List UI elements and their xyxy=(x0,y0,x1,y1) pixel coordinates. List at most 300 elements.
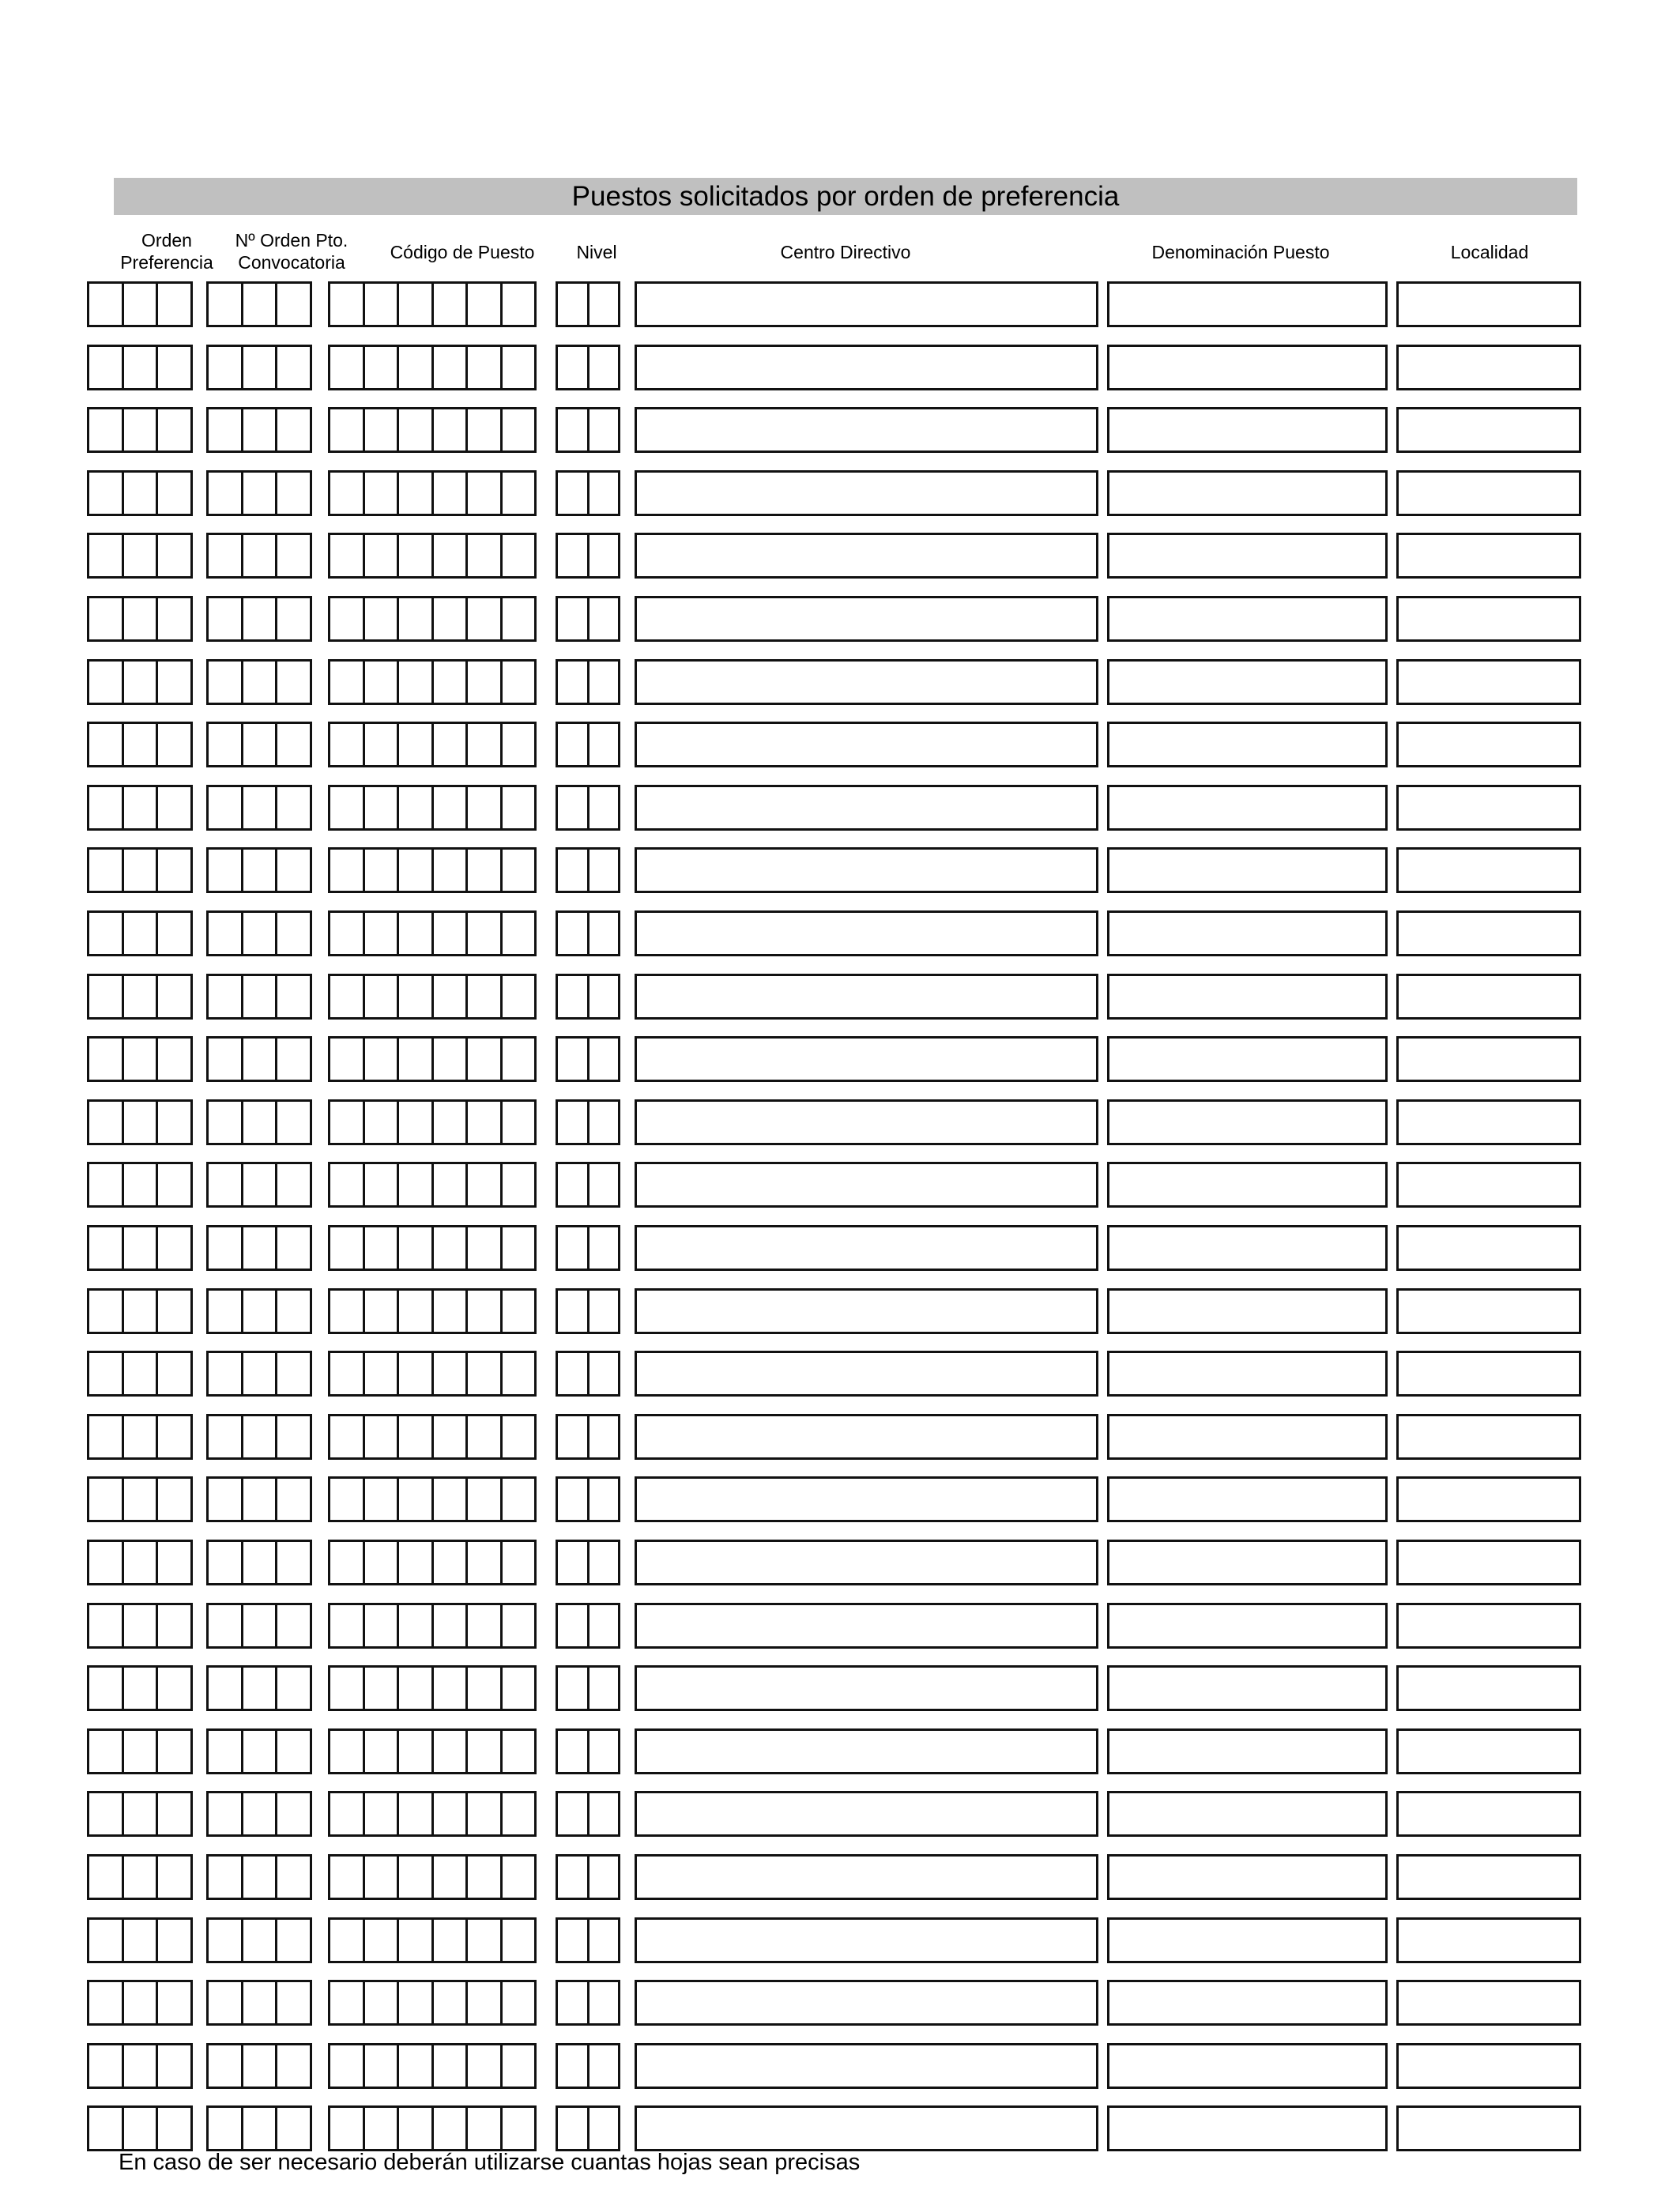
nivel-box[interactable] xyxy=(556,1917,590,1963)
orden-preferencia-box[interactable] xyxy=(87,1288,124,1334)
codigo-puesto-box[interactable] xyxy=(363,1414,400,1460)
n-orden-box[interactable] xyxy=(206,407,243,453)
localidad-field[interactable] xyxy=(1396,722,1581,767)
orden-preferencia-box[interactable] xyxy=(122,1603,159,1649)
nivel-box[interactable] xyxy=(556,1603,590,1649)
centro-directivo-field[interactable] xyxy=(635,847,1098,893)
denominacion-puesto-field[interactable] xyxy=(1107,1162,1388,1208)
denominacion-puesto-field[interactable] xyxy=(1107,1351,1388,1397)
codigo-puesto-box[interactable] xyxy=(397,1540,434,1585)
localidad-field[interactable] xyxy=(1396,1414,1581,1460)
centro-directivo-field[interactable] xyxy=(635,1288,1098,1334)
localidad-field[interactable] xyxy=(1396,407,1581,453)
denominacion-puesto-field[interactable] xyxy=(1107,847,1388,893)
codigo-puesto-box[interactable] xyxy=(328,847,365,893)
centro-directivo-field[interactable] xyxy=(635,1917,1098,1963)
codigo-puesto-box[interactable] xyxy=(431,659,469,705)
nivel-box[interactable] xyxy=(556,2105,590,2151)
n-orden-box[interactable] xyxy=(206,2043,243,2089)
codigo-puesto-box[interactable] xyxy=(431,2043,469,2089)
codigo-puesto-box[interactable] xyxy=(465,1351,503,1397)
codigo-puesto-box[interactable] xyxy=(465,974,503,1020)
denominacion-puesto-field[interactable] xyxy=(1107,910,1388,956)
centro-directivo-field[interactable] xyxy=(635,1603,1098,1649)
n-orden-box[interactable] xyxy=(206,1099,243,1145)
orden-preferencia-box[interactable] xyxy=(156,1603,193,1649)
denominacion-puesto-field[interactable] xyxy=(1107,1603,1388,1649)
codigo-puesto-box[interactable] xyxy=(397,1099,434,1145)
denominacion-puesto-field[interactable] xyxy=(1107,2043,1388,2089)
centro-directivo-field[interactable] xyxy=(635,2043,1098,2089)
orden-preferencia-box[interactable] xyxy=(122,1414,159,1460)
orden-preferencia-box[interactable] xyxy=(156,1288,193,1334)
n-orden-box[interactable] xyxy=(275,407,312,453)
n-orden-box[interactable] xyxy=(206,281,243,327)
nivel-box[interactable] xyxy=(587,659,621,705)
n-orden-box[interactable] xyxy=(275,1791,312,1837)
codigo-puesto-box[interactable] xyxy=(397,1476,434,1522)
n-orden-box[interactable] xyxy=(275,1540,312,1585)
nivel-box[interactable] xyxy=(556,1791,590,1837)
n-orden-box[interactable] xyxy=(241,281,278,327)
denominacion-puesto-field[interactable] xyxy=(1107,1225,1388,1271)
nivel-box[interactable] xyxy=(587,847,621,893)
n-orden-box[interactable] xyxy=(275,1288,312,1334)
codigo-puesto-box[interactable] xyxy=(363,785,400,831)
codigo-puesto-box[interactable] xyxy=(500,1791,537,1837)
orden-preferencia-box[interactable] xyxy=(87,407,124,453)
codigo-puesto-box[interactable] xyxy=(431,345,469,390)
orden-preferencia-box[interactable] xyxy=(122,1980,159,2026)
orden-preferencia-box[interactable] xyxy=(87,345,124,390)
orden-preferencia-box[interactable] xyxy=(87,659,124,705)
centro-directivo-field[interactable] xyxy=(635,1791,1098,1837)
localidad-field[interactable] xyxy=(1396,1036,1581,1082)
n-orden-box[interactable] xyxy=(275,974,312,1020)
orden-preferencia-box[interactable] xyxy=(87,785,124,831)
orden-preferencia-box[interactable] xyxy=(122,470,159,516)
codigo-puesto-box[interactable] xyxy=(500,722,537,767)
n-orden-box[interactable] xyxy=(241,1162,278,1208)
centro-directivo-field[interactable] xyxy=(635,1540,1098,1585)
codigo-puesto-box[interactable] xyxy=(397,1854,434,1900)
n-orden-box[interactable] xyxy=(241,1225,278,1271)
orden-preferencia-box[interactable] xyxy=(87,1728,124,1774)
codigo-puesto-box[interactable] xyxy=(500,281,537,327)
n-orden-box[interactable] xyxy=(241,407,278,453)
n-orden-box[interactable] xyxy=(241,470,278,516)
n-orden-box[interactable] xyxy=(241,659,278,705)
denominacion-puesto-field[interactable] xyxy=(1107,1791,1388,1837)
localidad-field[interactable] xyxy=(1396,1540,1581,1585)
orden-preferencia-box[interactable] xyxy=(122,281,159,327)
orden-preferencia-box[interactable] xyxy=(122,847,159,893)
codigo-puesto-box[interactable] xyxy=(363,1288,400,1334)
codigo-puesto-box[interactable] xyxy=(328,785,365,831)
orden-preferencia-box[interactable] xyxy=(87,974,124,1020)
centro-directivo-field[interactable] xyxy=(635,1414,1098,1460)
n-orden-box[interactable] xyxy=(275,2043,312,2089)
orden-preferencia-box[interactable] xyxy=(122,407,159,453)
codigo-puesto-box[interactable] xyxy=(397,1351,434,1397)
n-orden-box[interactable] xyxy=(206,1414,243,1460)
n-orden-box[interactable] xyxy=(241,1288,278,1334)
orden-preferencia-box[interactable] xyxy=(122,533,159,579)
codigo-puesto-box[interactable] xyxy=(431,1854,469,1900)
n-orden-box[interactable] xyxy=(275,1351,312,1397)
codigo-puesto-box[interactable] xyxy=(363,2043,400,2089)
codigo-puesto-box[interactable] xyxy=(500,1099,537,1145)
n-orden-box[interactable] xyxy=(275,847,312,893)
localidad-field[interactable] xyxy=(1396,1162,1581,1208)
centro-directivo-field[interactable] xyxy=(635,974,1098,1020)
codigo-puesto-box[interactable] xyxy=(363,847,400,893)
nivel-box[interactable] xyxy=(587,1162,621,1208)
codigo-puesto-box[interactable] xyxy=(328,470,365,516)
centro-directivo-field[interactable] xyxy=(635,659,1098,705)
codigo-puesto-box[interactable] xyxy=(397,1603,434,1649)
centro-directivo-field[interactable] xyxy=(635,2105,1098,2151)
localidad-field[interactable] xyxy=(1396,281,1581,327)
orden-preferencia-box[interactable] xyxy=(156,847,193,893)
codigo-puesto-box[interactable] xyxy=(397,1414,434,1460)
localidad-field[interactable] xyxy=(1396,847,1581,893)
codigo-puesto-box[interactable] xyxy=(363,1603,400,1649)
n-orden-box[interactable] xyxy=(241,1414,278,1460)
n-orden-box[interactable] xyxy=(241,533,278,579)
nivel-box[interactable] xyxy=(587,281,621,327)
nivel-box[interactable] xyxy=(556,470,590,516)
n-orden-box[interactable] xyxy=(275,785,312,831)
codigo-puesto-box[interactable] xyxy=(397,1980,434,2026)
localidad-field[interactable] xyxy=(1396,1917,1581,1963)
centro-directivo-field[interactable] xyxy=(635,1476,1098,1522)
orden-preferencia-box[interactable] xyxy=(87,533,124,579)
nivel-box[interactable] xyxy=(556,1162,590,1208)
codigo-puesto-box[interactable] xyxy=(328,974,365,1020)
orden-preferencia-box[interactable] xyxy=(87,1476,124,1522)
codigo-puesto-box[interactable] xyxy=(328,1854,365,1900)
n-orden-box[interactable] xyxy=(275,1980,312,2026)
centro-directivo-field[interactable] xyxy=(635,1351,1098,1397)
orden-preferencia-box[interactable] xyxy=(87,847,124,893)
orden-preferencia-box[interactable] xyxy=(156,722,193,767)
codigo-puesto-box[interactable] xyxy=(328,722,365,767)
n-orden-box[interactable] xyxy=(206,1036,243,1082)
codigo-puesto-box[interactable] xyxy=(431,1162,469,1208)
nivel-box[interactable] xyxy=(556,974,590,1020)
orden-preferencia-box[interactable] xyxy=(156,596,193,642)
nivel-box[interactable] xyxy=(556,281,590,327)
orden-preferencia-box[interactable] xyxy=(156,785,193,831)
codigo-puesto-box[interactable] xyxy=(500,1162,537,1208)
n-orden-box[interactable] xyxy=(275,1728,312,1774)
codigo-puesto-box[interactable] xyxy=(465,1225,503,1271)
orden-preferencia-box[interactable] xyxy=(122,910,159,956)
codigo-puesto-box[interactable] xyxy=(500,910,537,956)
codigo-puesto-box[interactable] xyxy=(397,281,434,327)
codigo-puesto-box[interactable] xyxy=(431,1099,469,1145)
codigo-puesto-box[interactable] xyxy=(328,1036,365,1082)
denominacion-puesto-field[interactable] xyxy=(1107,1476,1388,1522)
denominacion-puesto-field[interactable] xyxy=(1107,974,1388,1020)
localidad-field[interactable] xyxy=(1396,1603,1581,1649)
orden-preferencia-box[interactable] xyxy=(156,1099,193,1145)
codigo-puesto-box[interactable] xyxy=(397,847,434,893)
orden-preferencia-box[interactable] xyxy=(156,1665,193,1711)
orden-preferencia-box[interactable] xyxy=(87,1351,124,1397)
codigo-puesto-box[interactable] xyxy=(465,596,503,642)
n-orden-box[interactable] xyxy=(206,1162,243,1208)
codigo-puesto-box[interactable] xyxy=(328,1980,365,2026)
orden-preferencia-box[interactable] xyxy=(122,1288,159,1334)
orden-preferencia-box[interactable] xyxy=(122,1099,159,1145)
nivel-box[interactable] xyxy=(556,1854,590,1900)
codigo-puesto-box[interactable] xyxy=(500,470,537,516)
codigo-puesto-box[interactable] xyxy=(500,1414,537,1460)
orden-preferencia-box[interactable] xyxy=(122,1225,159,1271)
codigo-puesto-box[interactable] xyxy=(465,1099,503,1145)
n-orden-box[interactable] xyxy=(275,345,312,390)
codigo-puesto-box[interactable] xyxy=(363,1036,400,1082)
orden-preferencia-box[interactable] xyxy=(122,722,159,767)
codigo-puesto-box[interactable] xyxy=(500,407,537,453)
n-orden-box[interactable] xyxy=(275,910,312,956)
codigo-puesto-box[interactable] xyxy=(500,2043,537,2089)
codigo-puesto-box[interactable] xyxy=(465,722,503,767)
orden-preferencia-box[interactable] xyxy=(156,470,193,516)
codigo-puesto-box[interactable] xyxy=(465,1917,503,1963)
codigo-puesto-box[interactable] xyxy=(397,2043,434,2089)
localidad-field[interactable] xyxy=(1396,1288,1581,1334)
codigo-puesto-box[interactable] xyxy=(397,533,434,579)
codigo-puesto-box[interactable] xyxy=(363,1917,400,1963)
orden-preferencia-box[interactable] xyxy=(122,1540,159,1585)
orden-preferencia-box[interactable] xyxy=(156,1854,193,1900)
n-orden-box[interactable] xyxy=(241,2043,278,2089)
orden-preferencia-box[interactable] xyxy=(122,2043,159,2089)
orden-preferencia-box[interactable] xyxy=(122,345,159,390)
denominacion-puesto-field[interactable] xyxy=(1107,1414,1388,1460)
orden-preferencia-box[interactable] xyxy=(156,910,193,956)
nivel-box[interactable] xyxy=(556,1225,590,1271)
codigo-puesto-box[interactable] xyxy=(465,785,503,831)
codigo-puesto-box[interactable] xyxy=(328,1728,365,1774)
codigo-puesto-box[interactable] xyxy=(465,345,503,390)
orden-preferencia-box[interactable] xyxy=(122,1917,159,1963)
codigo-puesto-box[interactable] xyxy=(431,974,469,1020)
orden-preferencia-box[interactable] xyxy=(156,1917,193,1963)
codigo-puesto-box[interactable] xyxy=(397,345,434,390)
codigo-puesto-box[interactable] xyxy=(500,974,537,1020)
codigo-puesto-box[interactable] xyxy=(363,2105,400,2151)
n-orden-box[interactable] xyxy=(206,1665,243,1711)
codigo-puesto-box[interactable] xyxy=(465,847,503,893)
nivel-box[interactable] xyxy=(587,1665,621,1711)
codigo-puesto-box[interactable] xyxy=(397,1288,434,1334)
orden-preferencia-box[interactable] xyxy=(156,1980,193,2026)
codigo-puesto-box[interactable] xyxy=(328,1603,365,1649)
centro-directivo-field[interactable] xyxy=(635,470,1098,516)
codigo-puesto-box[interactable] xyxy=(431,470,469,516)
codigo-puesto-box[interactable] xyxy=(397,1917,434,1963)
nivel-box[interactable] xyxy=(556,596,590,642)
codigo-puesto-box[interactable] xyxy=(328,1288,365,1334)
centro-directivo-field[interactable] xyxy=(635,407,1098,453)
codigo-puesto-box[interactable] xyxy=(363,345,400,390)
n-orden-box[interactable] xyxy=(275,1225,312,1271)
centro-directivo-field[interactable] xyxy=(635,1036,1098,1082)
localidad-field[interactable] xyxy=(1396,785,1581,831)
n-orden-box[interactable] xyxy=(275,2105,312,2151)
orden-preferencia-box[interactable] xyxy=(156,1225,193,1271)
n-orden-box[interactable] xyxy=(241,722,278,767)
nivel-box[interactable] xyxy=(556,533,590,579)
orden-preferencia-box[interactable] xyxy=(87,1917,124,1963)
localidad-field[interactable] xyxy=(1396,2105,1581,2151)
codigo-puesto-box[interactable] xyxy=(465,1036,503,1082)
n-orden-box[interactable] xyxy=(241,1728,278,1774)
orden-preferencia-box[interactable] xyxy=(122,785,159,831)
codigo-puesto-box[interactable] xyxy=(328,2105,365,2151)
codigo-puesto-box[interactable] xyxy=(397,470,434,516)
n-orden-box[interactable] xyxy=(206,1540,243,1585)
n-orden-box[interactable] xyxy=(241,1980,278,2026)
codigo-puesto-box[interactable] xyxy=(500,2105,537,2151)
codigo-puesto-box[interactable] xyxy=(431,1540,469,1585)
n-orden-box[interactable] xyxy=(241,1476,278,1522)
codigo-puesto-box[interactable] xyxy=(431,1351,469,1397)
denominacion-puesto-field[interactable] xyxy=(1107,785,1388,831)
orden-preferencia-box[interactable] xyxy=(156,1162,193,1208)
orden-preferencia-box[interactable] xyxy=(122,659,159,705)
codigo-puesto-box[interactable] xyxy=(431,785,469,831)
denominacion-puesto-field[interactable] xyxy=(1107,659,1388,705)
orden-preferencia-box[interactable] xyxy=(87,1414,124,1460)
localidad-field[interactable] xyxy=(1396,533,1581,579)
n-orden-box[interactable] xyxy=(206,1980,243,2026)
centro-directivo-field[interactable] xyxy=(635,1099,1098,1145)
codigo-puesto-box[interactable] xyxy=(465,470,503,516)
codigo-puesto-box[interactable] xyxy=(363,1854,400,1900)
nivel-box[interactable] xyxy=(587,1225,621,1271)
n-orden-box[interactable] xyxy=(206,1728,243,1774)
codigo-puesto-box[interactable] xyxy=(500,1854,537,1900)
codigo-puesto-box[interactable] xyxy=(431,2105,469,2151)
orden-preferencia-box[interactable] xyxy=(122,1665,159,1711)
denominacion-puesto-field[interactable] xyxy=(1107,281,1388,327)
codigo-puesto-box[interactable] xyxy=(431,1980,469,2026)
nivel-box[interactable] xyxy=(587,2105,621,2151)
codigo-puesto-box[interactable] xyxy=(363,1791,400,1837)
nivel-box[interactable] xyxy=(556,1540,590,1585)
orden-preferencia-box[interactable] xyxy=(156,2043,193,2089)
orden-preferencia-box[interactable] xyxy=(156,407,193,453)
codigo-puesto-box[interactable] xyxy=(397,1225,434,1271)
n-orden-box[interactable] xyxy=(206,1917,243,1963)
nivel-box[interactable] xyxy=(587,785,621,831)
codigo-puesto-box[interactable] xyxy=(465,1791,503,1837)
codigo-puesto-box[interactable] xyxy=(465,1288,503,1334)
orden-preferencia-box[interactable] xyxy=(87,1980,124,2026)
orden-preferencia-box[interactable] xyxy=(122,1036,159,1082)
n-orden-box[interactable] xyxy=(275,659,312,705)
localidad-field[interactable] xyxy=(1396,1854,1581,1900)
n-orden-box[interactable] xyxy=(241,596,278,642)
codigo-puesto-box[interactable] xyxy=(431,847,469,893)
codigo-puesto-box[interactable] xyxy=(363,910,400,956)
orden-preferencia-box[interactable] xyxy=(156,1540,193,1585)
nivel-box[interactable] xyxy=(587,1854,621,1900)
centro-directivo-field[interactable] xyxy=(635,1728,1098,1774)
localidad-field[interactable] xyxy=(1396,1980,1581,2026)
codigo-puesto-box[interactable] xyxy=(363,470,400,516)
n-orden-box[interactable] xyxy=(275,722,312,767)
centro-directivo-field[interactable] xyxy=(635,722,1098,767)
nivel-box[interactable] xyxy=(556,847,590,893)
nivel-box[interactable] xyxy=(587,1791,621,1837)
nivel-box[interactable] xyxy=(556,1665,590,1711)
n-orden-box[interactable] xyxy=(241,2105,278,2151)
codigo-puesto-box[interactable] xyxy=(363,1351,400,1397)
codigo-puesto-box[interactable] xyxy=(465,1980,503,2026)
n-orden-box[interactable] xyxy=(241,1351,278,1397)
codigo-puesto-box[interactable] xyxy=(363,407,400,453)
localidad-field[interactable] xyxy=(1396,596,1581,642)
denominacion-puesto-field[interactable] xyxy=(1107,407,1388,453)
codigo-puesto-box[interactable] xyxy=(328,407,365,453)
codigo-puesto-box[interactable] xyxy=(465,1665,503,1711)
codigo-puesto-box[interactable] xyxy=(431,1036,469,1082)
localidad-field[interactable] xyxy=(1396,1225,1581,1271)
centro-directivo-field[interactable] xyxy=(635,785,1098,831)
codigo-puesto-box[interactable] xyxy=(431,1288,469,1334)
nivel-box[interactable] xyxy=(587,2043,621,2089)
codigo-puesto-box[interactable] xyxy=(328,910,365,956)
orden-preferencia-box[interactable] xyxy=(156,1414,193,1460)
localidad-field[interactable] xyxy=(1396,470,1581,516)
codigo-puesto-box[interactable] xyxy=(431,281,469,327)
codigo-puesto-box[interactable] xyxy=(328,1225,365,1271)
codigo-puesto-box[interactable] xyxy=(397,2105,434,2151)
n-orden-box[interactable] xyxy=(275,1665,312,1711)
orden-preferencia-box[interactable] xyxy=(87,1791,124,1837)
nivel-box[interactable] xyxy=(587,1351,621,1397)
centro-directivo-field[interactable] xyxy=(635,1665,1098,1711)
n-orden-box[interactable] xyxy=(275,596,312,642)
denominacion-puesto-field[interactable] xyxy=(1107,1728,1388,1774)
orden-preferencia-box[interactable] xyxy=(122,1728,159,1774)
nivel-box[interactable] xyxy=(556,407,590,453)
n-orden-box[interactable] xyxy=(275,1854,312,1900)
codigo-puesto-box[interactable] xyxy=(465,1854,503,1900)
nivel-box[interactable] xyxy=(556,1980,590,2026)
localidad-field[interactable] xyxy=(1396,1476,1581,1522)
nivel-box[interactable] xyxy=(556,1288,590,1334)
codigo-puesto-box[interactable] xyxy=(500,1540,537,1585)
n-orden-box[interactable] xyxy=(206,659,243,705)
codigo-puesto-box[interactable] xyxy=(328,1414,365,1460)
n-orden-box[interactable] xyxy=(241,1540,278,1585)
codigo-puesto-box[interactable] xyxy=(397,1791,434,1837)
nivel-box[interactable] xyxy=(587,345,621,390)
codigo-puesto-box[interactable] xyxy=(431,1225,469,1271)
nivel-box[interactable] xyxy=(587,722,621,767)
orden-preferencia-box[interactable] xyxy=(122,2105,159,2151)
nivel-box[interactable] xyxy=(556,2043,590,2089)
n-orden-box[interactable] xyxy=(206,1225,243,1271)
n-orden-box[interactable] xyxy=(241,847,278,893)
